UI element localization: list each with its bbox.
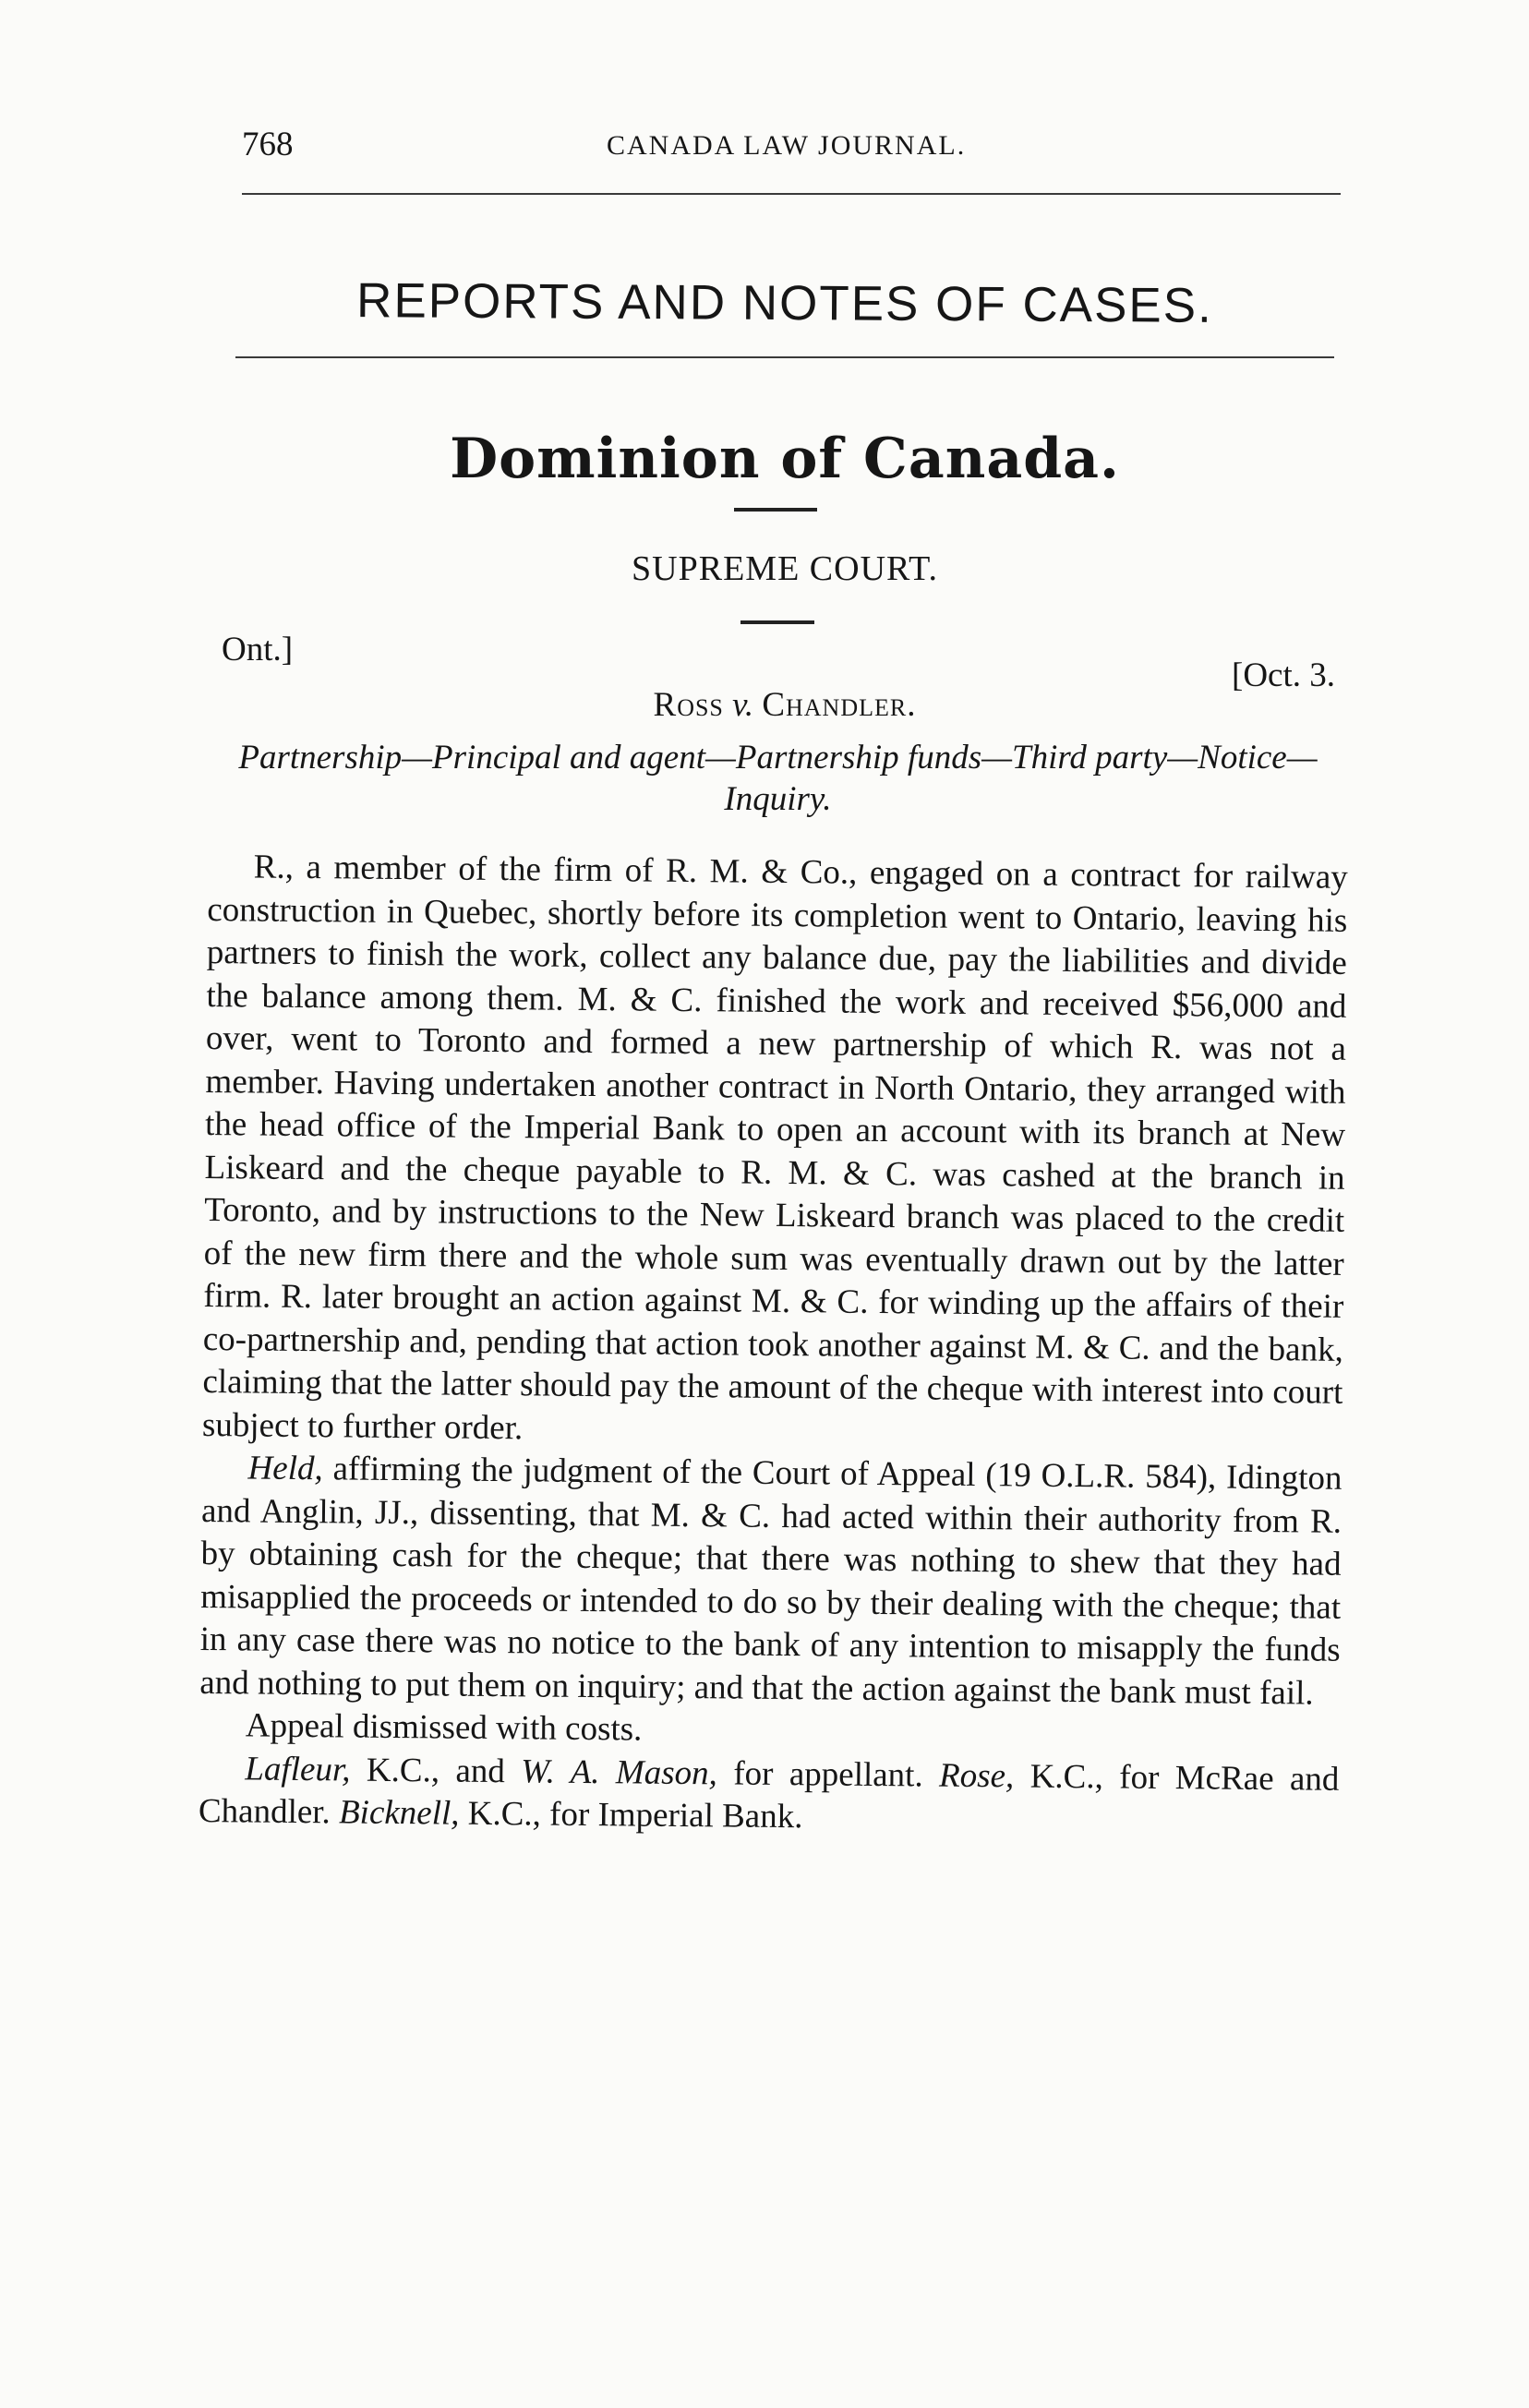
counsel-text: K.C., for McRae and Chandler. <box>198 1757 1340 1832</box>
counsel-text: K.C., and <box>366 1751 506 1790</box>
case-report-body <box>199 846 1348 1844</box>
held-label: Held, <box>247 1449 323 1488</box>
held-text: affirming the judgment of the Court of Appeal (19 O.L.R. 584), Idington and Anglin, JJ., dissenting, that M. & C. had acted within their authority from R. by obtaining cash for the cheque; that there was nothing to shew that they had misapplied the proceeds or intended to do so by their dealing with the cheque; that in any case there was no notice to the bank of any intention to misapply the funds and nothing to put them on inquiry; and that the action against the bank must fail. <box>199 1450 1342 1713</box>
party-respondent: Chandler. <box>762 686 917 724</box>
case-title <box>235 685 1334 725</box>
section-heading: REPORTS AND NOTES OF CASES. <box>355 273 1214 333</box>
counsel-text: K.C., for Imperial Bank. <box>467 1794 803 1836</box>
running-head <box>242 125 1341 169</box>
header-rule <box>242 193 1341 195</box>
held-paragraph <box>199 1447 1342 1716</box>
party-appellant: Ross <box>653 686 724 724</box>
province-marker: Ont.] <box>222 631 294 668</box>
decision-date: [Oct. 3. <box>1232 656 1335 694</box>
journal-title: CANADA LAW JOURNAL. <box>607 130 967 161</box>
facts-paragraph: R., a member of the firm of R. M. & Co., engaged on a contract for railway construction in Quebec, shortly before its completion went to Ontario, leaving his partners to finish the work, collect any balance due, pay the liabilities and divide the balance among them. M. & C. finished the work and received $56,000 and over, went to Toronto and formed a new partnership of which R. was not a member. Having undertaken another contract in North Ontario, they arranged with the head office of the Imperial Bank to open an account with its branch at New Liskeard and the cheque payable to R. M. & C. was cashed at the branch in Toronto, and by instructions to the New Liskeard branch was placed to the credit of the new firm there and the whole sum was eventually drawn out by the latter firm. R. later brought an action against M. & C. for winding up the affairs of their co-partnership and, pending that action took another against M. & C. and the bank, claiming that the latter should pay the amount of the cheque with interest into court subject to further order. <box>201 848 1348 1447</box>
counsel-text: for appellant. <box>733 1754 923 1794</box>
section-rule <box>235 356 1334 358</box>
catchwords: Partnership—Principal and agent—Partnership funds—Third party—Notice—Inquiry. <box>238 739 1318 818</box>
counsel-name: Lafleur, <box>245 1749 351 1789</box>
counsel-paragraph <box>199 1747 1340 1844</box>
jurisdiction-heading: Dominion of Canada. <box>450 427 1120 491</box>
counsel-name: Rose, <box>938 1756 1015 1795</box>
disposition-paragraph: Appeal dismissed with costs. <box>245 1706 643 1749</box>
short-rule <box>734 508 817 512</box>
short-rule <box>740 620 814 624</box>
page-number: 768 <box>242 126 294 163</box>
court-heading: SUPREME COURT. <box>632 549 938 588</box>
counsel-name: Bicknell, <box>338 1793 460 1833</box>
counsel-name: W. A. Mason, <box>521 1752 718 1792</box>
versus: v. <box>732 686 754 724</box>
